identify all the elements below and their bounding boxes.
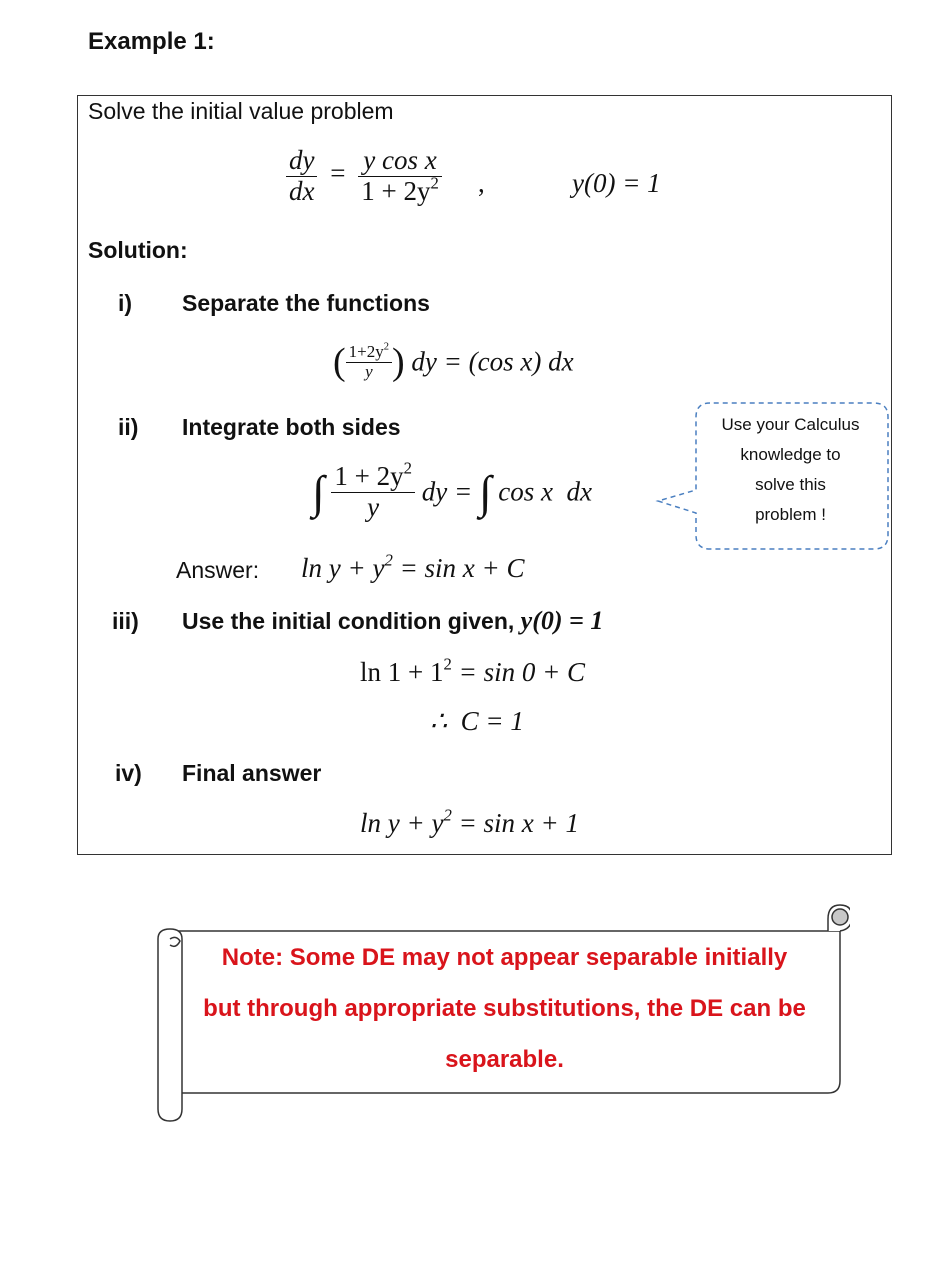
step-3-equation-1 bbox=[360, 654, 586, 688]
step-3-heading: Use the initial condition given, bbox=[182, 608, 521, 634]
page-title: Example 1: bbox=[88, 28, 215, 55]
step-1-equation: ( $\frac{1+2y^2}{y}$ ) dy = (cos x) dx bbox=[333, 341, 574, 383]
step-1-heading: Separate the functions bbox=[182, 290, 430, 316]
step-1-frac-exponent: 2 bbox=[383, 341, 390, 353]
step-2-frac-exponent: 2 bbox=[403, 458, 412, 478]
step-2-answer-base: ln y + y bbox=[301, 553, 385, 583]
step-3-eq1-exponent: 2 bbox=[443, 654, 452, 674]
answer-label: Answer: bbox=[176, 557, 260, 583]
final-answer bbox=[360, 805, 580, 839]
step-2-equation-rhs: cos x dx bbox=[498, 476, 593, 507]
problem-separator: , bbox=[478, 168, 485, 198]
step-2-frac-denominator: y bbox=[367, 491, 380, 522]
problem-intro: Solve the initial value problem bbox=[88, 98, 394, 124]
differential-equation: $\frac{dy}{dx}$ = $\frac{\text{y cos x}}{1 + 2y^2}$ bbox=[286, 146, 442, 206]
rhs-numerator: y cos x bbox=[358, 146, 442, 177]
note-line: Note: Some DE may not appear separable initially bbox=[221, 944, 788, 971]
callout-line: knowledge to bbox=[740, 445, 841, 464]
step-3-equation-2: ∴ C = 1 bbox=[430, 706, 524, 736]
step-2-answer-rest: = sin x + C bbox=[399, 553, 525, 583]
note-line: separable. bbox=[445, 1046, 564, 1073]
step-1-number: i) bbox=[118, 290, 133, 316]
step-1-frac-denominator: y bbox=[365, 361, 373, 381]
lhs-numerator: dy bbox=[286, 146, 317, 177]
step-2-heading: Integrate both sides bbox=[182, 414, 401, 440]
callout-line: solve this bbox=[755, 475, 826, 494]
note-line: but through appropriate substitutions, the DE can be bbox=[203, 995, 806, 1022]
step-2-answer-exponent: 2 bbox=[384, 550, 393, 570]
note-text bbox=[182, 932, 827, 1085]
solution-label: Solution: bbox=[88, 237, 188, 263]
step-3-eq1-base: ln 1 + 1 bbox=[360, 657, 444, 687]
step-2-answer bbox=[301, 550, 525, 584]
step-3-heading-line bbox=[182, 606, 603, 636]
rhs-denominator: 1 + 2y bbox=[361, 175, 431, 206]
rhs-denominator-exponent: 2 bbox=[430, 172, 439, 192]
final-answer-base: ln y + y bbox=[360, 808, 444, 838]
step-2-number: ii) bbox=[118, 414, 139, 440]
integral-sign-right: ∫ bbox=[478, 466, 492, 518]
step-3-heading-math: y(0) = 1 bbox=[520, 606, 604, 635]
initial-condition: y(0) = 1 bbox=[572, 168, 661, 198]
final-answer-rest: = sin x + 1 bbox=[458, 808, 580, 838]
step-3-number: iii) bbox=[112, 608, 139, 634]
lhs-denominator: dx bbox=[289, 175, 315, 206]
step-4-heading: Final answer bbox=[182, 760, 322, 786]
step-1-frac-numerator: 1+2y bbox=[348, 341, 384, 361]
step-4-number: iv) bbox=[115, 760, 142, 786]
step-2-equation-mid: dy = bbox=[421, 476, 473, 507]
final-answer-exponent: 2 bbox=[443, 805, 452, 825]
step-2-equation bbox=[312, 458, 593, 522]
callout-line: Use your Calculus bbox=[721, 415, 860, 434]
callout-line: problem ! bbox=[755, 505, 826, 524]
callout-text bbox=[703, 410, 878, 530]
integral-sign-left: ∫ bbox=[312, 466, 325, 518]
step-1-equation-rest: dy = (cos x) dx bbox=[411, 346, 574, 377]
step-3-eq1-rest: = sin 0 + C bbox=[458, 657, 586, 687]
step-2-frac-numerator: 1 + 2y bbox=[334, 461, 404, 491]
